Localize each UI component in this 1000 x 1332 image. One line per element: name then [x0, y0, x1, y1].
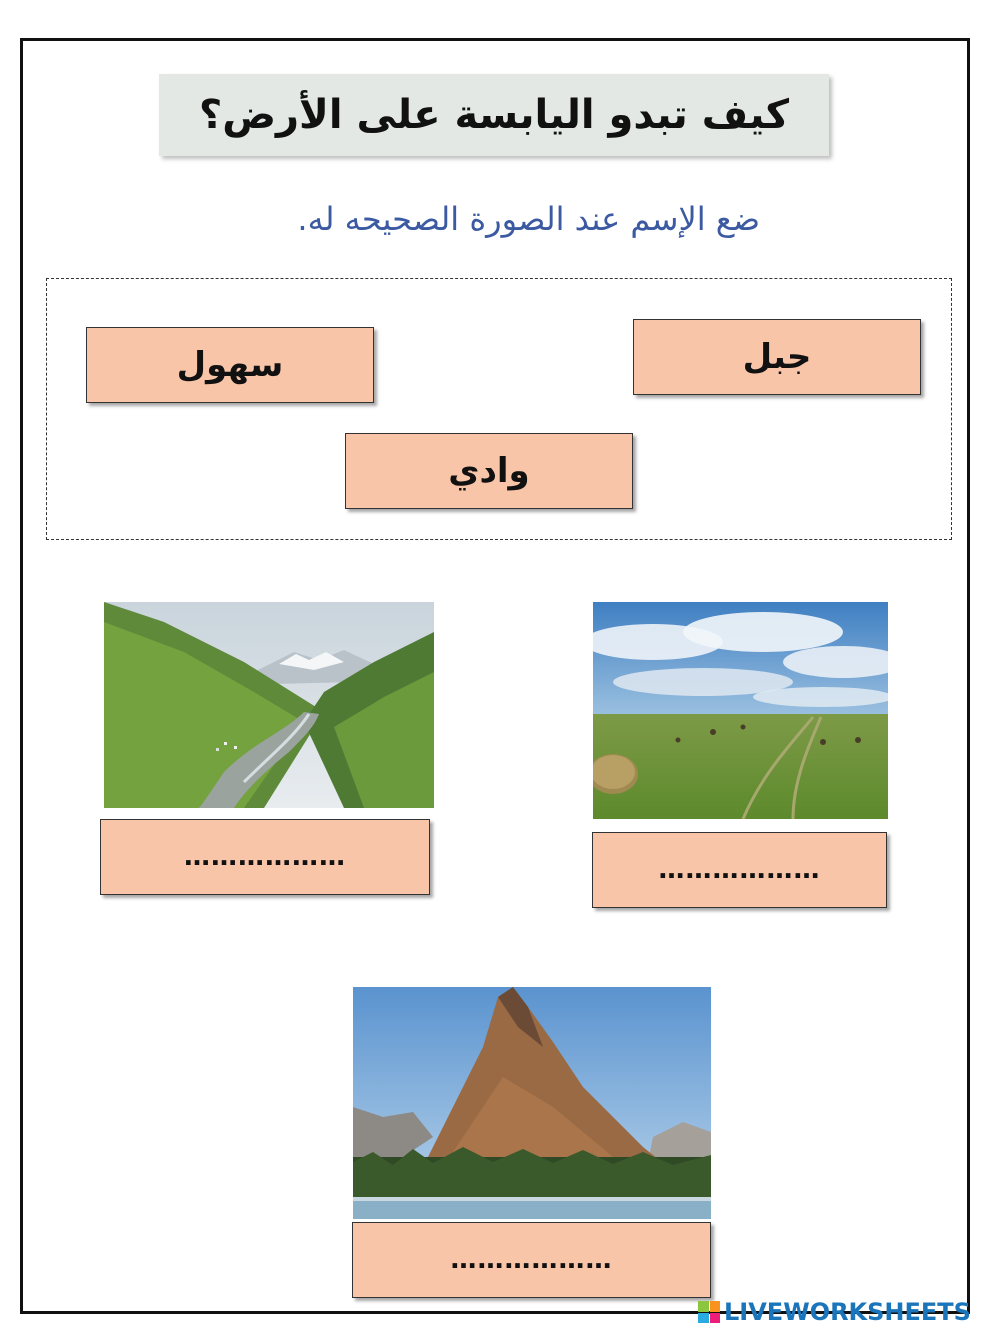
answer-placeholder: ……………… — [658, 855, 821, 885]
liveworksheets-icon — [698, 1301, 720, 1323]
word-tile-label: وادي — [448, 451, 530, 491]
answer-placeholder: ……………… — [184, 842, 346, 872]
word-tile-valley[interactable] — [345, 433, 633, 509]
answer-field-valley[interactable] — [100, 819, 430, 895]
word-tile-label: جبل — [742, 337, 812, 377]
word-tile-plains[interactable] — [86, 327, 374, 403]
liveworksheets-wordmark: LIVEWORKSHEETS — [724, 1298, 971, 1326]
answer-field-plains[interactable] — [592, 832, 887, 908]
answer-placeholder: ……………… — [450, 1245, 613, 1275]
instruction-text: ضع الإسم عند الصورة الصحيحه له. — [297, 200, 760, 238]
page-title — [159, 74, 829, 156]
liveworksheets-logo — [698, 1298, 971, 1326]
word-tile-mountain[interactable] — [633, 319, 921, 395]
page-title-text: كيف تبدو اليابسة على الأرض؟ — [199, 92, 789, 138]
answer-field-mountain[interactable] — [352, 1222, 711, 1298]
plains-photo — [593, 602, 888, 819]
mountain-photo — [353, 987, 711, 1219]
valley-photo — [104, 602, 434, 808]
word-tile-label: سهول — [176, 345, 284, 385]
